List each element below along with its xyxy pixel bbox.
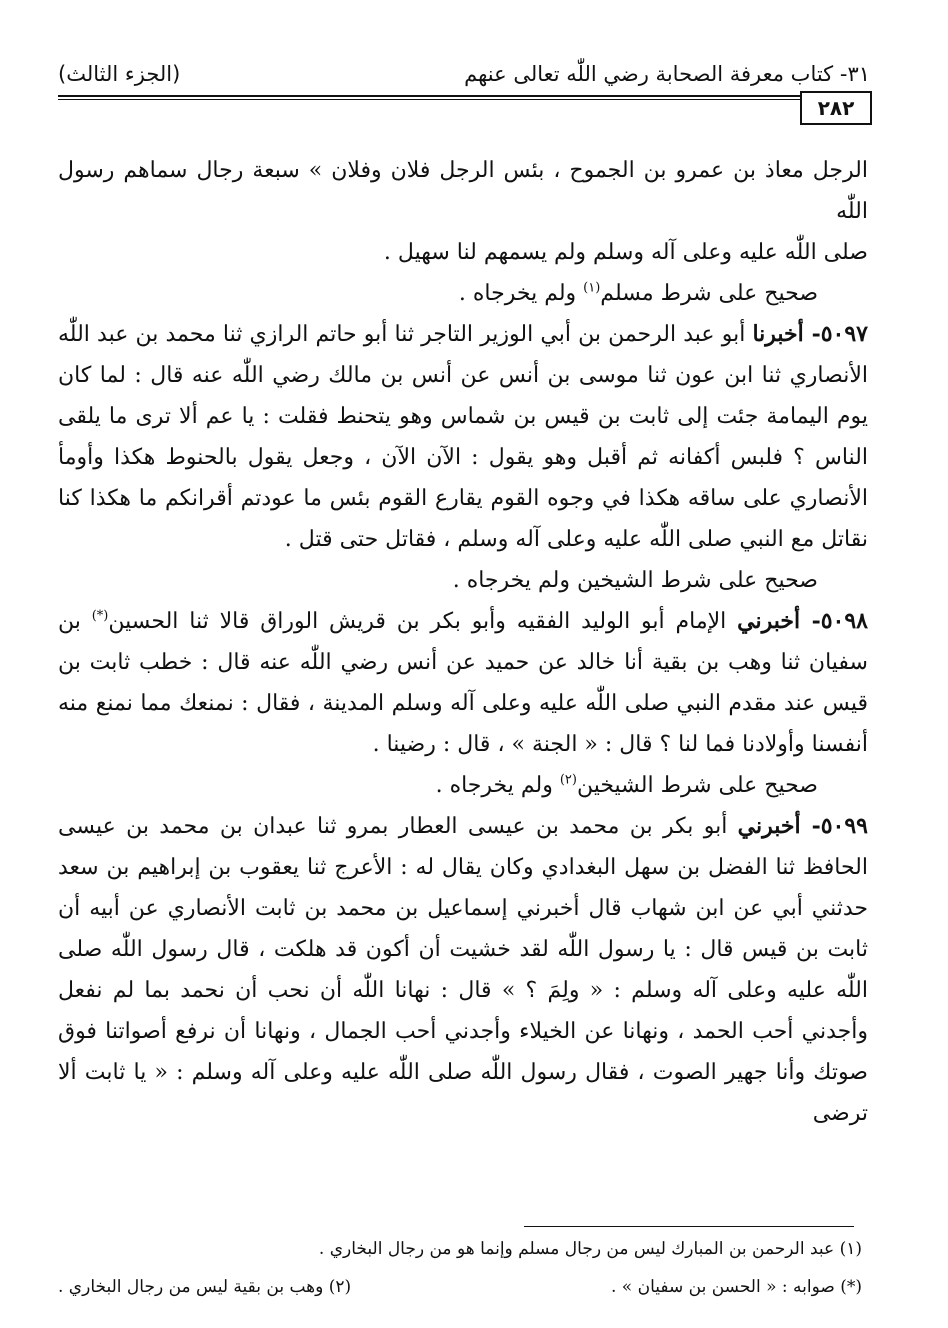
running-header <box>58 62 870 94</box>
grading-note-3-text: صحيح على شرط الشيخين <box>576 773 818 798</box>
hadith-number: ٥٠٩٩- <box>800 813 868 839</box>
grading-note-3 <box>58 765 868 806</box>
intro-line-2: صلى اللّٰه عليه وعلى آله وسلم ولم يسمهم لنا سهيل . <box>383 240 868 265</box>
hadith-lead-word: أخبرني <box>737 608 801 634</box>
footnote-row-2 <box>58 1277 862 1301</box>
hadith-5098 <box>58 601 868 765</box>
hadith-lead-word: أخبرنا <box>752 321 804 347</box>
footnote-2: (٢) وهب بن بقية ليس من رجال البخاري . <box>58 1277 352 1297</box>
footnote-1: (١) عبد الرحمن بن المبارك ليس من رجال مسلم وإنما هو من رجال البخاري . <box>318 1239 862 1259</box>
page-number: ٢٨٢ <box>800 91 872 125</box>
hadith-lead-word: أخبرني <box>737 813 801 839</box>
grading-note-1-text: صحيح على شرط مسلم <box>600 281 818 306</box>
hadith-text-a: الإمام أبو الوليد الفقيه وأبو بكر بن قريش الوراق قالا ثنا الحسين <box>108 609 738 634</box>
header-rule <box>58 95 868 97</box>
grading-note-1 <box>58 273 868 314</box>
grading-note-2: صحيح على شرط الشيخين ولم يخرجاه . <box>452 568 818 593</box>
footnote-ref-1: (١) <box>583 280 601 296</box>
hadith-text: أبو بكر بن محمد بن عيسى العطار بمرو ثنا عبدان بن محمد بن عيسى الحافظ ثنا الفضل بن سهل البغدادي وكان يقال له : الأعرج ثنا يعقوب بن إبراهيم بن سعد حدثني أبي عن ابن شهاب قال أخبرني إسماعيل بن محمد بن ثابت الأنصاري عن أبيه أن ثابت بن قيس قال : يا رسول اللّٰه لقد خشيت أن أكون قد هلكت ، قال رسول اللّٰه صلى اللّٰه عليه وعلى آله وسلم : « ولِمَ ؟ » قال : نهانا اللّٰه أن نحب أن نحمد بما لم نفعل وأجدني أحب الحمد ، ونهانا عن الخيلاء وأجدني أحب الجمال ، ونهانا أن نرفع أصواتنا فوق صوتك وأنا جهير الصوت ، فقال رسول اللّٰه صلى اللّٰه عليه وعلى آله وسلم : « يا ثابت ألا ترضى <box>58 814 868 1126</box>
footnote-separator <box>524 1226 854 1227</box>
hadith-number: ٥٠٩٧- <box>803 321 868 347</box>
footnote-star: (*) صوابه : « الحسن بن سفيان » . <box>610 1277 862 1297</box>
main-text <box>58 150 868 1134</box>
hadith-5099 <box>58 806 868 1134</box>
volume-label: (الجزء الثالث) <box>58 62 181 86</box>
intro-line-1: الرجل معاذ بن عمرو بن الجموح ، بئس الرجل فلان وفلان » سبعة رجال سماهم رسول اللّٰه <box>58 158 868 224</box>
header-rule-thin <box>58 99 868 100</box>
hadith-number: ٥٠٩٨- <box>800 608 868 634</box>
chapter-title: ٣١- كتاب معرفة الصحابة رضي اللّٰه تعالى عنهم <box>464 62 870 86</box>
hadith-5097 <box>58 314 868 560</box>
footnote-ref-star: (*) <box>91 608 109 624</box>
hadith-text-b: بن سفيان ثنا وهب بن بقية أنا خالد عن حميد عن أنس رضي اللّٰه عنه قال : خطب ثابت بن قيس عند مقدم النبي صلى اللّٰه عليه وعلى آله وسلم المدينة ، فقال : نمنعك مما نمنع منه أنفسنا وأولادنا فما لنا ؟ قال : « الجنة » ، قال : رضينا . <box>58 609 868 757</box>
footnote-ref-2: (٢) <box>559 772 577 788</box>
grading-note-3-end: ولم يخرجاه . <box>435 773 560 798</box>
intro-paragraph <box>58 150 868 273</box>
hadith-text: أبو عبد الرحمن بن أبي الوزير التاجر ثنا أبو حاتم الرازي ثنا محمد بن عبد اللّٰه الأنصاري ثنا ابن عون ثنا موسى بن أنس عن أنس بن مالك رضي اللّٰه عنه قال : لما كان يوم اليمامة جئت إلى ثابت بن قيس بن شماس وهو يتحنط فقلت : يا عم ألا ترى ما يلقى الناس ؟ فلبس أكفانه ثم أقبل وهو يقول : الآن الآن ، وجعل يقول بالحنوط هكذا وأومأ الأنصاري على ساقه هكذا في وجوه القوم يقارع القوم بئس ما عودتم أقرانكم ما هكذا كنا نقاتل مع النبي صلى اللّٰه عليه وعلى آله وسلم ، فقاتل حتى قتل . <box>58 322 868 552</box>
grading-note-1-end: ولم يخرجاه . <box>458 281 584 306</box>
